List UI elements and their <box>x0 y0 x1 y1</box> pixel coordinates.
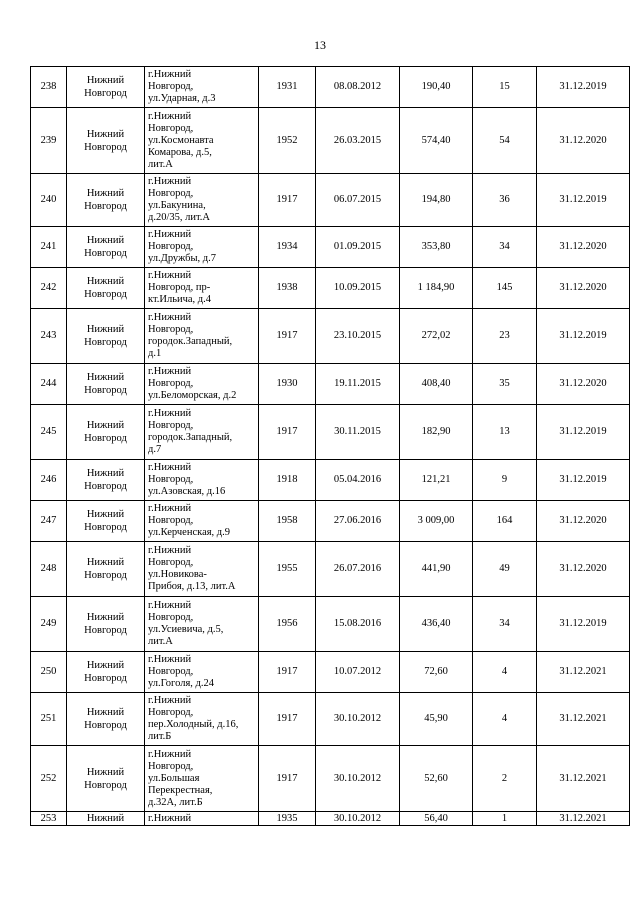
cell-area: 1 184,90 <box>400 268 473 309</box>
address-line: ул.Беломорская, д.2 <box>148 390 237 401</box>
cell-municipality: Нижний Новгород <box>67 501 145 542</box>
address-line: Новгород, <box>148 241 194 252</box>
table-row <box>31 67 630 108</box>
address-line: Новгород, <box>148 474 194 485</box>
cell-build-year: 1958 <box>259 501 316 542</box>
cell-address <box>145 460 259 501</box>
cell-area: 441,90 <box>400 542 473 597</box>
cell-area: 72,60 <box>400 652 473 693</box>
cell-row-number: 238 <box>31 67 67 108</box>
address-line: пер.Холодный, д.16, <box>148 719 239 730</box>
address-line: г.Нижний <box>148 545 192 556</box>
cell-build-year: 1917 <box>259 652 316 693</box>
cell-address <box>145 501 259 542</box>
cell-municipality: Нижний Новгород <box>67 746 145 812</box>
cell-build-year: 1956 <box>259 597 316 652</box>
address-line: лит.Б <box>148 731 172 742</box>
address-line: Новгород, <box>148 557 194 568</box>
address-line: Перекрестная, <box>148 784 213 796</box>
cell-area: 353,80 <box>400 227 473 268</box>
cell-resettlement-deadline: 31.12.2019 <box>537 405 630 460</box>
table-row <box>31 812 630 826</box>
address-line: ул.Усиевича, д.5, <box>148 624 224 635</box>
cell-area: 52,60 <box>400 746 473 812</box>
housing-registry-table <box>30 66 630 826</box>
cell-row-number: 241 <box>31 227 67 268</box>
cell-recognition-date: 05.04.2016 <box>316 460 400 501</box>
address-line: г.Нижний <box>148 408 192 419</box>
cell-recognition-date: 10.09.2015 <box>316 268 400 309</box>
address-line: Новгород, <box>148 666 194 677</box>
address-line: лит.А <box>148 158 173 170</box>
address-line: г.Нижний <box>148 229 192 240</box>
table-row <box>31 542 630 597</box>
address-line: ул.Гоголя, д.24 <box>148 678 214 689</box>
address-line: Новгород, пр- <box>148 282 211 293</box>
address-line: д.1 <box>148 348 162 359</box>
cell-address <box>145 108 259 174</box>
address-line: г.Нижний <box>148 69 192 80</box>
cell-row-number: 249 <box>31 597 67 652</box>
cell-municipality: Нижний Новгород <box>67 460 145 501</box>
cell-residents: 13 <box>473 405 537 460</box>
cell-residents: 4 <box>473 693 537 746</box>
address-line: г.Нижний <box>148 695 192 706</box>
cell-recognition-date: 01.09.2015 <box>316 227 400 268</box>
cell-residents: 15 <box>473 67 537 108</box>
cell-area: 574,40 <box>400 108 473 174</box>
cell-municipality: Нижний <box>67 812 145 826</box>
cell-residents: 4 <box>473 652 537 693</box>
cell-area: 45,90 <box>400 693 473 746</box>
address-line: Новгород, <box>148 612 194 623</box>
cell-residents: 36 <box>473 174 537 227</box>
address-line: ул.Азовская, д.16 <box>148 486 226 497</box>
cell-resettlement-deadline: 31.12.2019 <box>537 174 630 227</box>
table-row <box>31 693 630 746</box>
cell-address <box>145 227 259 268</box>
cell-recognition-date: 26.07.2016 <box>316 542 400 597</box>
address-line: кт.Ильича, д.4 <box>148 294 212 305</box>
cell-recognition-date: 30.10.2012 <box>316 812 400 826</box>
cell-build-year: 1938 <box>259 268 316 309</box>
cell-residents: 34 <box>473 227 537 268</box>
cell-residents: 145 <box>473 268 537 309</box>
cell-residents: 9 <box>473 460 537 501</box>
table-row <box>31 652 630 693</box>
cell-recognition-date: 23.10.2015 <box>316 309 400 364</box>
cell-row-number: 248 <box>31 542 67 597</box>
cell-recognition-date: 27.06.2016 <box>316 501 400 542</box>
address-line: ул.Большая <box>148 772 200 784</box>
table-row <box>31 268 630 309</box>
cell-resettlement-deadline: 31.12.2020 <box>537 268 630 309</box>
cell-recognition-date: 30.10.2012 <box>316 693 400 746</box>
cell-residents: 35 <box>473 364 537 405</box>
cell-address <box>145 652 259 693</box>
cell-address <box>145 542 259 597</box>
cell-area: 182,90 <box>400 405 473 460</box>
cell-recognition-date: 30.10.2012 <box>316 746 400 812</box>
cell-row-number: 245 <box>31 405 67 460</box>
table-row <box>31 405 630 460</box>
cell-municipality: Нижний Новгород <box>67 227 145 268</box>
cell-resettlement-deadline: 31.12.2020 <box>537 108 630 174</box>
cell-resettlement-deadline: 31.12.2020 <box>537 227 630 268</box>
cell-resettlement-deadline: 31.12.2019 <box>537 309 630 364</box>
cell-resettlement-deadline: 31.12.2019 <box>537 597 630 652</box>
cell-municipality: Нижний Новгород <box>67 364 145 405</box>
address-line: Новгород, <box>148 760 194 772</box>
cell-row-number: 251 <box>31 693 67 746</box>
address-line: г.Нижний <box>148 312 192 323</box>
cell-build-year: 1917 <box>259 746 316 812</box>
cell-recognition-date: 10.07.2012 <box>316 652 400 693</box>
cell-row-number: 240 <box>31 174 67 227</box>
cell-build-year: 1934 <box>259 227 316 268</box>
page-number: 13 <box>314 38 326 52</box>
table-row <box>31 746 630 812</box>
cell-row-number: 246 <box>31 460 67 501</box>
address-line: Прибоя, д.13, лит.А <box>148 581 236 592</box>
table-row <box>31 501 630 542</box>
address-line: д.20/35, лит.А <box>148 212 211 223</box>
address-line: Новгород, <box>148 188 194 199</box>
address-line: Новгород, <box>148 515 194 526</box>
address-line: Новгород, <box>148 324 194 335</box>
address-line: д.32А, лит.Б <box>148 796 203 808</box>
table-row <box>31 597 630 652</box>
cell-area: 3 009,00 <box>400 501 473 542</box>
cell-address <box>145 405 259 460</box>
table-body <box>31 67 630 826</box>
cell-area: 272,02 <box>400 309 473 364</box>
cell-residents: 49 <box>473 542 537 597</box>
address-line: лит.А <box>148 636 173 647</box>
cell-build-year: 1917 <box>259 309 316 364</box>
cell-municipality: Нижний Новгород <box>67 542 145 597</box>
cell-municipality: Нижний Новгород <box>67 108 145 174</box>
cell-resettlement-deadline: 31.12.2021 <box>537 652 630 693</box>
cell-address <box>145 364 259 405</box>
cell-municipality: Нижний Новгород <box>67 174 145 227</box>
cell-recognition-date: 08.08.2012 <box>316 67 400 108</box>
table-row <box>31 108 630 174</box>
cell-area: 190,40 <box>400 67 473 108</box>
cell-recognition-date: 06.07.2015 <box>316 174 400 227</box>
cell-area: 56,40 <box>400 812 473 826</box>
cell-municipality: Нижний Новгород <box>67 405 145 460</box>
cell-area: 194,80 <box>400 174 473 227</box>
cell-municipality: Нижний Новгород <box>67 693 145 746</box>
cell-address <box>145 268 259 309</box>
address-line: г.Нижний <box>148 748 192 760</box>
cell-residents: 54 <box>473 108 537 174</box>
cell-resettlement-deadline: 31.12.2020 <box>537 501 630 542</box>
cell-row-number: 247 <box>31 501 67 542</box>
address-line: ул.Керченская, д.9 <box>148 527 231 538</box>
address-line: городок.Западный, <box>148 336 233 347</box>
cell-row-number: 243 <box>31 309 67 364</box>
address-line: Новгород, <box>148 81 194 92</box>
cell-build-year: 1917 <box>259 693 316 746</box>
address-line: Новгород, <box>148 707 194 718</box>
address-line: городок.Западный, <box>148 432 233 443</box>
address-line: Новгород, <box>148 378 194 389</box>
address-line: ул.Дружбы, д.7 <box>148 253 217 264</box>
cell-row-number: 239 <box>31 108 67 174</box>
cell-resettlement-deadline: 31.12.2021 <box>537 746 630 812</box>
cell-build-year: 1952 <box>259 108 316 174</box>
address-line: г.Нижний <box>148 503 192 514</box>
cell-address <box>145 174 259 227</box>
cell-recognition-date: 15.08.2016 <box>316 597 400 652</box>
address-line: Комарова, д.5, <box>148 146 212 158</box>
cell-municipality: Нижний Новгород <box>67 67 145 108</box>
cell-residents: 23 <box>473 309 537 364</box>
address-line: ул.Ударная, д.3 <box>148 93 216 104</box>
table-row <box>31 364 630 405</box>
table-row <box>31 174 630 227</box>
address-line: ул.Космонавта <box>148 134 214 146</box>
cell-row-number: 253 <box>31 812 67 826</box>
cell-area: 436,40 <box>400 597 473 652</box>
cell-resettlement-deadline: 31.12.2021 <box>537 693 630 746</box>
cell-area: 121,21 <box>400 460 473 501</box>
address-line: г.Нижний <box>148 654 192 665</box>
cell-build-year: 1935 <box>259 812 316 826</box>
cell-build-year: 1918 <box>259 460 316 501</box>
cell-build-year: 1917 <box>259 174 316 227</box>
cell-recognition-date: 30.11.2015 <box>316 405 400 460</box>
cell-row-number: 244 <box>31 364 67 405</box>
cell-address <box>145 597 259 652</box>
cell-residents: 2 <box>473 746 537 812</box>
table-row <box>31 460 630 501</box>
cell-recognition-date: 19.11.2015 <box>316 364 400 405</box>
cell-resettlement-deadline: 31.12.2019 <box>537 67 630 108</box>
table-row <box>31 309 630 364</box>
cell-municipality: Нижний Новгород <box>67 652 145 693</box>
cell-municipality: Нижний Новгород <box>67 309 145 364</box>
cell-residents: 1 <box>473 812 537 826</box>
address-line: ул.Бакунина, <box>148 200 206 211</box>
cell-address <box>145 67 259 108</box>
cell-residents: 34 <box>473 597 537 652</box>
cell-build-year: 1931 <box>259 67 316 108</box>
cell-resettlement-deadline: 31.12.2020 <box>537 542 630 597</box>
cell-build-year: 1930 <box>259 364 316 405</box>
address-line: г.Нижний <box>148 176 192 187</box>
cell-municipality: Нижний Новгород <box>67 268 145 309</box>
address-line: Новгород, <box>148 420 194 431</box>
cell-address <box>145 309 259 364</box>
cell-address <box>145 693 259 746</box>
address-line: г.Нижний <box>148 462 192 473</box>
address-line: г.Нижний <box>148 812 192 824</box>
cell-resettlement-deadline: 31.12.2019 <box>537 460 630 501</box>
address-line: Новгород, <box>148 122 194 134</box>
cell-build-year: 1955 <box>259 542 316 597</box>
cell-residents: 164 <box>473 501 537 542</box>
cell-recognition-date: 26.03.2015 <box>316 108 400 174</box>
table-row <box>31 227 630 268</box>
cell-address <box>145 746 259 812</box>
address-line: ул.Новикова- <box>148 569 207 580</box>
cell-area: 408,40 <box>400 364 473 405</box>
address-line: г.Нижний <box>148 366 192 377</box>
cell-resettlement-deadline: 31.12.2021 <box>537 812 630 826</box>
cell-address <box>145 812 259 826</box>
address-line: д.7 <box>148 444 162 455</box>
cell-row-number: 252 <box>31 746 67 812</box>
cell-municipality: Нижний Новгород <box>67 597 145 652</box>
address-line: г.Нижний <box>148 600 192 611</box>
address-line: г.Нижний <box>148 270 192 281</box>
cell-build-year: 1917 <box>259 405 316 460</box>
cell-row-number: 250 <box>31 652 67 693</box>
cell-resettlement-deadline: 31.12.2020 <box>537 364 630 405</box>
cell-row-number: 242 <box>31 268 67 309</box>
address-line: г.Нижний <box>148 110 192 122</box>
